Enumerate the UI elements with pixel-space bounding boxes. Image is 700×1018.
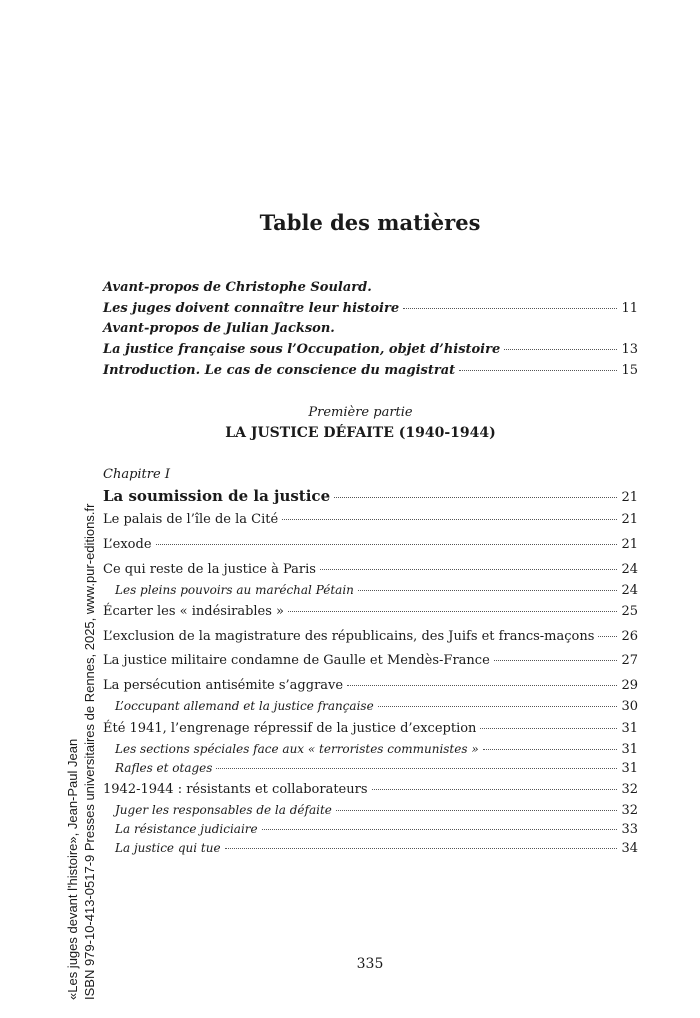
toc-entry[interactable] — [103, 782, 638, 798]
part-kicker: Première partie — [308, 405, 413, 420]
dot-leader — [403, 308, 617, 309]
toc-subentry[interactable] — [103, 698, 638, 715]
sidebar-line-isbn: ISBN 979-10-413-0517-9 Presses universitaires de Rennes, 2025, www.pur-editions.fr — [82, 503, 97, 1000]
front-heading-soulard: Avant-propos de Christophe Soulard. — [103, 280, 372, 295]
toc-entry-page: 21 — [621, 537, 638, 552]
toc-entry-page: 33 — [621, 822, 638, 837]
toc-entry-page: 34 — [621, 841, 638, 856]
toc-entry-page: 29 — [621, 678, 638, 693]
toc-entry-page: 21 — [621, 512, 638, 527]
toc-entry-label: L’exclusion de la magistrature des républicains, des Juifs et francs-maçons — [103, 629, 595, 644]
toc-entry-label: Écarter les « indésirables » — [103, 604, 285, 619]
toc-entry-label: 1942-1944 : résistants et collaborateurs — [103, 782, 368, 797]
front-heading-jackson: Avant-propos de Julian Jackson. — [103, 321, 335, 336]
toc-entry-page: 31 — [621, 721, 638, 736]
toc-subentry[interactable] — [103, 840, 638, 857]
dot-leader — [480, 728, 617, 729]
copyright-sidebar — [64, 504, 98, 1000]
toc-subentry[interactable] — [103, 802, 638, 819]
dot-leader — [378, 706, 618, 707]
toc-entry-label: La persécution antisémite s’aggrave — [103, 678, 344, 693]
toc-entry-page: 24 — [621, 583, 638, 598]
toc-entry[interactable] — [103, 653, 638, 669]
toc-entry-page: 32 — [621, 803, 638, 818]
toc-entry-page: 13 — [621, 342, 638, 357]
dot-leader — [483, 749, 618, 750]
toc-subentry[interactable] — [103, 821, 638, 838]
dot-leader — [288, 611, 617, 612]
toc-entry-label: La justice militaire condamne de Gaulle et Mendès-France — [103, 653, 490, 668]
toc-entry-label: La résistance judiciaire — [115, 822, 258, 836]
toc-entry[interactable] — [103, 604, 638, 620]
dot-leader — [262, 829, 618, 830]
toc-entry[interactable] — [103, 678, 638, 694]
toc-entry-page: 32 — [621, 782, 638, 797]
toc-entry-label: Ce qui reste de la justice à Paris — [103, 562, 316, 577]
dot-leader — [216, 768, 617, 769]
dot-leader — [372, 789, 618, 790]
dot-leader — [459, 370, 617, 371]
toc-entry[interactable] — [103, 721, 638, 737]
toc-subentry[interactable] — [103, 582, 638, 599]
dot-leader — [334, 497, 617, 498]
toc-entry-label: La justice française sous l’Occupation, objet d’histoire — [103, 342, 501, 357]
page-number: 335 — [356, 956, 384, 972]
chapter-kicker: Chapitre I — [103, 467, 170, 482]
chapter-title: La soumission de la justice — [103, 487, 331, 505]
toc-entry[interactable] — [103, 537, 638, 553]
part-title: LA JUSTICE DÉFAITE (1940-1944) — [225, 425, 496, 441]
toc-entry[interactable] — [103, 562, 638, 578]
toc-entry-label: Le palais de l’île de la Cité — [103, 512, 279, 527]
toc-entry[interactable] — [103, 629, 638, 645]
toc-entry-jackson[interactable] — [103, 342, 638, 358]
toc-entry-label: Les sections spéciales face aux « terroristes communistes » — [115, 742, 479, 756]
sidebar-line-title: «Les juges devant l'histoire», Jean-Paul Jean — [65, 738, 80, 1000]
toc-entry-page: 31 — [621, 742, 638, 757]
dot-leader — [225, 848, 618, 849]
toc-entry-page: 31 — [621, 761, 638, 776]
toc-entry-label: Les pleins pouvoirs au maréchal Pétain — [115, 583, 354, 597]
dot-leader — [336, 810, 618, 811]
toc-entry-label: Juger les responsables de la défaite — [115, 803, 332, 817]
dot-leader — [598, 636, 617, 637]
dot-leader — [504, 349, 617, 350]
toc-entry[interactable] — [103, 512, 638, 528]
toc-entry-label: La justice qui tue — [115, 841, 221, 855]
dot-leader — [347, 685, 617, 686]
toc-entry-soulard[interactable] — [103, 301, 638, 317]
toc-entry-page: 27 — [621, 653, 638, 668]
toc-entry-page: 24 — [621, 562, 638, 577]
toc-entry-label: Rafles et otages — [115, 761, 213, 775]
toc-entry-label: L’occupant allemand et la justice française — [115, 699, 374, 713]
dot-leader — [282, 519, 617, 520]
toc-subentry[interactable] — [103, 741, 638, 758]
toc-entry-introduction[interactable] — [103, 363, 638, 379]
toc-entry-label: L’exode — [103, 537, 152, 552]
toc-entry-page: 25 — [621, 604, 638, 619]
dot-leader — [320, 569, 617, 570]
toc-entry-page: 11 — [621, 301, 638, 316]
toc-subentry[interactable] — [103, 760, 638, 777]
toc-entry-page: 30 — [621, 699, 638, 714]
dot-leader — [156, 544, 618, 545]
toc-entry-chapter[interactable] — [103, 487, 638, 507]
page-title: Table des matières — [259, 210, 481, 235]
toc-entry-label: Introduction. Le cas de conscience du magistrat — [103, 363, 456, 378]
toc-entry-page: 15 — [621, 363, 638, 378]
toc-entry-page: 26 — [621, 629, 638, 644]
dot-leader — [494, 660, 618, 661]
toc-entry-page: 21 — [621, 490, 638, 505]
toc-entry-label: Été 1941, l’engrenage répressif de la justice d’exception — [103, 721, 477, 736]
dot-leader — [358, 590, 618, 591]
toc-entry-label: Les juges doivent connaître leur histoire — [103, 301, 400, 316]
